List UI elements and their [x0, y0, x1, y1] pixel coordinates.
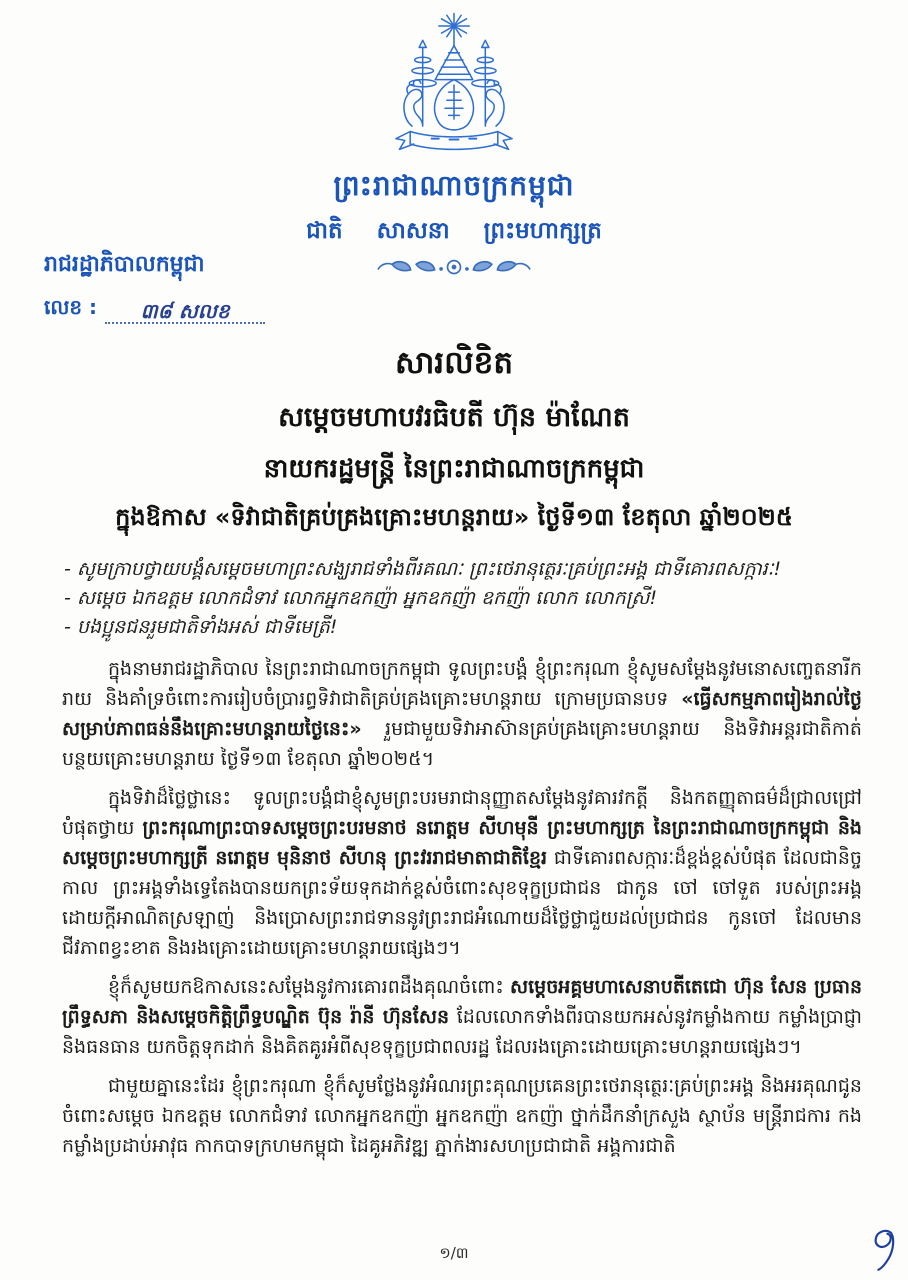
paragraph-run: ដែលលោកទាំងពីរបានយកអស់នូវកម្លាំងកាយ កម្លាំងប្រាជ្ញា និងធនធាន យកចិត្តទុកដាក់ និងគិតគូរអំពីសុខទុក្ខប្រជាពលរដ្ឋ ដែលរងគ្រោះដោយគ្រោះមហន្តរាយផ្សេងៗ។	[62, 1006, 862, 1058]
paragraph-bold-run: ព្រះករុណាព្រះបាទសម្តេចព្រះបរមនាថ នរោត្តម សីហមុនី ព្រះមហាក្សត្រ នៃព្រះរាជាណាចក្រកម្ពុជា និងសម្តេចព្រះមហាក្សត្រី នរោត្តម មុនិនាថ សីហនុ ព្រះវររាជមាតាជាតិខ្មែរ	[62, 817, 862, 869]
letter-title-block	[0, 344, 908, 537]
letter-author: សម្តេចមហាបវរធិបតី ហ៊ុន ម៉ាណែត	[278, 402, 630, 433]
salutation-line: - បងប្អូនជនរួមជាតិទាំងអស់ ជាទីមេត្រី!	[64, 616, 338, 638]
letter-author-role: នាយករដ្ឋមន្ត្រី នៃព្រះរាជាណាចក្រកម្ពុជា	[263, 454, 645, 484]
national-motto: ជាតិ សាសនា ព្រះមហាក្សត្រ	[306, 218, 602, 244]
page-number: ១/៣	[439, 1244, 469, 1262]
paragraph	[62, 972, 862, 1062]
reference-number-handwritten: ៣៨ សលខ	[105, 300, 265, 324]
letter-occasion: ក្នុងឱកាស «ទិវាជាតិគ្រប់គ្រងគ្រោះមហន្តរាយ» ថ្ងៃទី១៣ ខែតុលា ឆ្នាំ២០២៥	[115, 503, 793, 531]
paragraph-run: ជាទីគោរពសក្ការៈដ៏ខ្ពង់ខ្ពស់បំផុត ដែលជានិច្ចកាល ព្រះអង្គទាំងទ្វេតែងបានយកព្រះទ័យទុកដាក់ខ្ពស់ចំពោះសុខទុក្ខប្រជាជន ជាកូន ចៅ ចៅទួត របស់ព្រះអង្គ ដោយក្តីអាណិតស្រឡាញ់ និងប្រោសព្រះរាជទាននូវព្រះរាជអំណោយដ៏ថ្លៃថ្លាជួយដល់ប្រជាជន កូនចៅ ដែលមានជីវភាពខ្វះខាត និងរងគ្រោះដោយគ្រោះមហន្តរាយផ្សេងៗ។	[62, 847, 862, 959]
paragraph-run: ក្នុងទិវាដ៏ថ្លៃថ្លានេះ ទូលព្រះបង្គំជាខ្ញុំសូមព្រះបរមរាជានុញ្ញាតសម្តែងនូវគារវកត្តី និងកតញ្ញុតាធម៌ដ៏ជ្រាលជ្រៅបំផុតថ្វាយ	[62, 787, 862, 839]
paragraph	[62, 654, 862, 774]
kingdom-title: ព្រះរាជាណាចក្រកម្ពុជា	[333, 169, 575, 202]
body-paragraphs	[62, 654, 862, 1161]
paragraph-run: ខ្ញុំក៏សូមយកឱកាសនេះសម្តែងនូវការគោរពដឹងគុណចំពោះ	[108, 976, 511, 998]
salutation-list	[64, 555, 860, 642]
paragraph-bold-run: សម្តេចអគ្គមហាសេនាបតីតេជោ ហ៊ុន សែន ប្រធានព្រឹទ្ធសភា និងសម្តេចកិត្តិព្រឹទ្ធបណ្ឌិត ប៊ុន រ៉ានី ហ៊ុនសែន	[62, 976, 863, 1028]
government-title: រាជរដ្ឋាភិបាលកម្ពុជា	[44, 252, 205, 277]
salutation-line: - សូមក្រាបថ្វាយបង្គំសម្តេចមហាព្រះសង្ឃរាជទាំងពីរគណៈ ព្រះថេរានុត្ថេរៈគ្រប់ព្រះអង្គ ជាទីគោរពសក្ការៈ!	[64, 558, 782, 580]
paragraph-bold-run: «ធ្វើសកម្មភាពរៀងរាល់ថ្ងៃ សម្រាប់ភាពធន់នឹងគ្រោះមហន្តរាយថ្ងៃនេះ»	[62, 688, 862, 740]
paragraph-run: រួមជាមួយទិវាអាស៊ានគ្រប់គ្រងគ្រោះមហន្តរាយ និងទិវាអន្តរជាតិកាត់បន្ថយគ្រោះមហន្តរាយ ថ្ងៃទី១៣ ខែតុលា ឆ្នាំ២០២៥។	[62, 718, 862, 770]
handwritten-initials-icon	[864, 1226, 900, 1278]
salutation-line: - សម្តេច ឯកឧត្តម លោកជំទាវ លោកអ្នកឧកញ៉ា អ្នកឧកញ៉ា ឧកញ៉ា លោក លោកស្រី!	[64, 587, 658, 609]
paragraph-run: ក្នុងនាមរាជរដ្ឋាភិបាល នៃព្រះរាជាណាចក្រកម្ពុជា ទូលព្រះបង្គំ ខ្ញុំព្រះករុណា ខ្ញុំសូមសម្តែងនូវមនោសញ្ចេតនារីករាយ និងគាំទ្រចំពោះការរៀបចំប្រារព្ធទិវាជាតិគ្រប់គ្រងគ្រោះមហន្តរាយ ក្រោមប្រធានបទ	[62, 658, 862, 710]
government-block	[44, 250, 265, 324]
royal-arms-icon	[374, 8, 534, 166]
paragraph	[62, 783, 862, 963]
reference-label: លេខ :	[44, 295, 98, 319]
paragraph-run: ជាមួយគ្នានេះដែរ ខ្ញុំព្រះករុណា ខ្ញុំក៏សូមថ្លែងនូវអំណរព្រះគុណប្រគេនព្រះថេរានុត្ថេរៈគ្រប់ព្រះអង្គ និងអរគុណជូនចំពោះសម្តេច ឯកឧត្តម លោកជំទាវ លោកអ្នកឧកញ៉ា អ្នកឧកញ៉ា ឧកញ៉ា ថ្នាក់ដឹកនាំក្រសួង ស្ថាប័ន មន្ត្រីរាជការ កងកម្លាំងប្រដាប់អាវុធ កាកបាទក្រហមកម្ពុជា ដៃគូអភិវឌ្ឍ ភ្នាក់ងារសហប្រជាជាតិ អង្គការជាតិ	[62, 1075, 862, 1157]
paragraph	[62, 1071, 862, 1161]
reference-line	[44, 294, 265, 324]
letter-heading: សារលិខិត	[394, 345, 514, 381]
